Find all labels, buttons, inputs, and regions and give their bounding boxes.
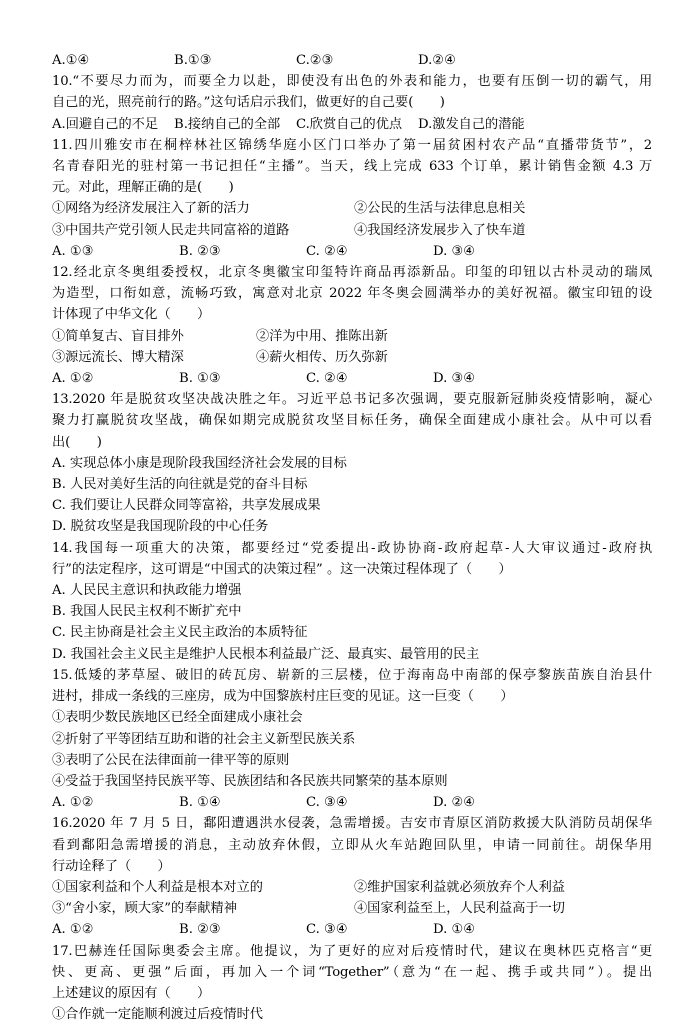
q11-stem-line-3: 元。对此，理解正确的是( ) xyxy=(52,180,234,196)
q11-option-c: C. ②④ xyxy=(306,243,348,259)
q13-option-c: C. 我们要让人民群众同等富裕，共享发展成果 xyxy=(52,498,321,514)
q15-item-4: ④受益于我国坚持民族平等、民族团结和各民族共同繁荣的基本原则 xyxy=(52,773,448,789)
q15-stem-line-1: 15.低矮的茅草屋、破旧的砖瓦房、崭新的三层楼，位于海南岛中南部的保亭黎族苗族自治县什 xyxy=(52,667,652,683)
q12-stem-line-2: 为造型，口衔如意，流畅巧致，寓意对北京 2022 年冬奥会圆满举办的美好祝福。徽宝印钮的设 xyxy=(52,286,652,302)
q12-stem-line-1: 12.经北京冬奥组委授权，北京冬奥徽宝印玺特许商品再添新品。印玺的印钮以古朴灵动的瑞凤 xyxy=(52,265,652,281)
q10-option-c: C.欣赏自己的优点 xyxy=(296,116,403,132)
q10-stem-line-2: 自己的光，照亮前行的路。”这句话启示我们，做更好的自己要( ) xyxy=(52,95,445,111)
q10-options xyxy=(52,114,652,135)
q15-stem-line-2: 进村，排成一条线的三座房，成为中国黎族村庄巨变的见证。这一巨变（ ） xyxy=(52,689,514,705)
q11-items-row-1 xyxy=(52,198,652,219)
q16-items-row-2 xyxy=(52,898,652,919)
q13-option-d: D. 脱贫攻坚是我国现阶段的中心任务 xyxy=(52,519,269,535)
q10-option-a: A.回避自己的不足 xyxy=(52,116,159,132)
q13-option-a: A. 实现总体小康是现阶段我国经济社会发展的目标 xyxy=(52,455,347,471)
q12-items-row-2 xyxy=(52,347,652,368)
q11-items-row-2 xyxy=(52,220,652,241)
q16-item-4: ④国家利益至上，人民利益高于一切 xyxy=(354,901,565,917)
q11-item-4: ④我国经济发展步入了快车道 xyxy=(354,222,526,238)
q10-option-b: B.接纳自己的全部 xyxy=(174,116,281,132)
q11-option-d: D. ③④ xyxy=(433,243,476,259)
q13-stem-line-1: 13.2020 年是脱贫攻坚决战决胜之年。习近平总书记多次强调，要克服新冠肺炎疫情影响，凝心 xyxy=(52,392,652,408)
q9-option-a: A.①④ xyxy=(52,53,90,68)
q12-item-3: ③源远流长、博大精深 xyxy=(52,349,184,365)
q15-option-a: A. ①② xyxy=(52,795,94,811)
q17-stem-line-2: 快、更高、更强”后面，再加入一个词“Together”（意为“在一起、携手或共同”）。提出 xyxy=(52,964,652,980)
q11-item-1: ①网络为经济发展注入了新的活力 xyxy=(52,201,250,217)
q15-option-c: C. ③④ xyxy=(306,795,348,811)
q9-option-c: C.②③ xyxy=(296,53,334,68)
q15-item-3: ③表明了公民在法律面前一律平等的原则 xyxy=(52,752,290,768)
q9-options xyxy=(52,50,652,71)
q15-option-b: B. ①④ xyxy=(179,795,221,811)
q12-stem-line-3: 计体现了中华文化（ ） xyxy=(52,307,211,323)
q14-option-a: A. 人民民主意识和执政能力增强 xyxy=(52,583,242,599)
q11-item-2: ②公民的生活与法律息息相关 xyxy=(354,201,526,217)
q12-option-b: B. ①③ xyxy=(179,371,221,387)
q14-stem-line-1: 14.我国每一项重大的决策，都要经过“党委提出-政协协商-政府起草-人大审议通过-政府执 xyxy=(52,540,652,556)
q13-stem-line-3: 出( ) xyxy=(52,434,102,450)
q16-stem-line-2: 看到鄱阳急需增援的消息，主动放弃休假，立即从火车站跑回队里，申请一同前往。胡保华用 xyxy=(52,837,652,853)
q16-items-row-1 xyxy=(52,877,652,898)
q11-stem-line-1: 11.四川雅安市在桐梓林社区锦绣华庭小区门口举办了第一届贫困村农产品“直播带货节”，2 xyxy=(52,137,652,153)
q11-option-a: A. ①③ xyxy=(52,243,94,259)
q14-option-b: B. 我国人民民主权利不断扩充中 xyxy=(52,604,242,620)
q11-stem-line-2: 名青春阳光的驻村第一书记担任“主播”。当天，线上完成 633 个订单，累计销售金额 4.3 万 xyxy=(52,159,652,175)
q16-options xyxy=(52,919,652,940)
q12-item-4: ④薪火相传、历久弥新 xyxy=(256,349,388,365)
q16-option-a: A. ①② xyxy=(52,922,94,938)
q17-item-1: ①合作就一定能顺利渡过后疫情时代 xyxy=(52,1007,263,1023)
q13-option-b: B. 人民对美好生活的向往就是党的奋斗目标 xyxy=(52,477,308,493)
q17-stem-line-1: 17.巴赫连任国际奥委会主席。他提议，为了更好的应对后疫情时代，建议在奥林匹克格言“更 xyxy=(52,943,652,959)
q15-item-1: ①表明少数民族地区已经全面建成小康社会 xyxy=(52,710,303,726)
q11-item-3: ③中国共产党引领人民走共同富裕的道路 xyxy=(52,222,290,238)
q15-option-d: D. ②④ xyxy=(433,795,476,811)
q12-item-2: ②洋为中用、推陈出新 xyxy=(256,328,388,344)
q14-option-d: D. 我国社会主义民主是维护人民根本利益最广泛、最真实、最管用的民主 xyxy=(52,646,480,662)
q10-option-d: D.激发自己的潜能 xyxy=(418,116,525,132)
q16-stem-line-3: 行动诠释了（ ） xyxy=(52,858,171,874)
q12-items-row-1 xyxy=(52,326,652,347)
q17-stem-line-3: 上述建议的原因有（ ） xyxy=(52,985,211,1001)
q9-option-b: B.①③ xyxy=(174,53,212,68)
q11-option-b: B. ②③ xyxy=(179,243,221,259)
q16-option-b: B. ②③ xyxy=(179,922,221,938)
q16-item-3: ③“舍小家，顾大家”的奉献精神 xyxy=(52,901,237,917)
q16-option-d: D. ①④ xyxy=(433,922,476,938)
q12-option-d: D. ③④ xyxy=(433,371,476,387)
q12-item-1: ①简单复古、盲目排外 xyxy=(52,328,184,344)
q12-option-c: C. ②④ xyxy=(306,371,348,387)
q9-option-d: D.②④ xyxy=(418,53,456,68)
q16-option-c: C. ③④ xyxy=(306,922,348,938)
q12-options xyxy=(52,368,652,389)
q11-options xyxy=(52,241,652,262)
q10-stem-line-1: 10.“不要尽力而为，而要全力以赴，即使没有出色的外表和能力，也要有压倒一切的霸气，用 xyxy=(52,74,652,90)
q14-option-c: C. 民主协商是社会主义民主政治的本质特征 xyxy=(52,625,308,641)
q12-option-a: A. ①② xyxy=(52,371,94,387)
q15-options xyxy=(52,792,652,813)
q15-item-2: ②折射了平等团结互助和谐的社会主义新型民族关系 xyxy=(52,731,356,747)
q13-stem-line-2: 聚力打赢脱贫攻坚战，确保如期完成脱贫攻坚目标任务，确保全面建成小康社会。从中可以看 xyxy=(52,413,652,429)
q16-item-2: ②维护国家利益就必须放弃个人利益 xyxy=(354,879,565,895)
q14-stem-line-2: 行”的法定程序，这可谓是“中国式的决策过程” 。这一决策过程体现了（ ） xyxy=(52,561,512,577)
q16-stem-line-1: 16.2020 年 7 月 5 日，鄱阳遭遇洪水侵袭，急需增援。吉安市青原区消防救援大队消防员胡保华 xyxy=(52,816,652,832)
q16-item-1: ①国家利益和个人利益是根本对立的 xyxy=(52,879,263,895)
